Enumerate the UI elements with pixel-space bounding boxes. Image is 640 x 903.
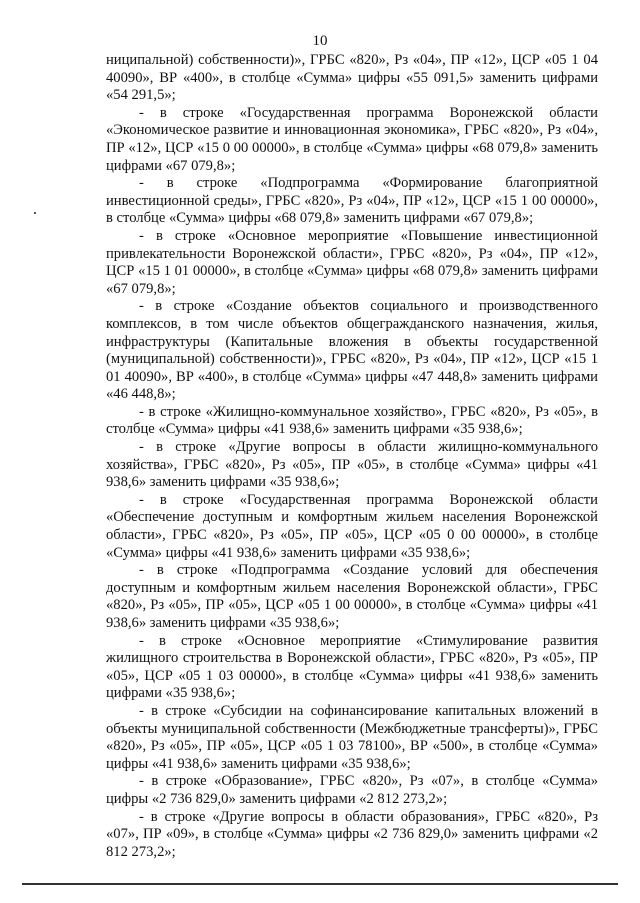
paragraph-item: - в строке «Другие вопросы в области жилищно-коммунального хозяйства», ГРБС «820», Рз «05», ПР «05», в столбце «Сумма» цифры «41 938,6» заменить цифрами «35 938,6»; xyxy=(106,439,598,491)
paragraph-item: - в строке «Образование», ГРБС «820», Рз «07», в столбце «Сумма» цифры «2 736 829,0» заменить цифрами «2 812 273,2»; xyxy=(106,773,598,807)
paragraph-item: - в строке «Жилищно-коммунальное хозяйство», ГРБС «820», Рз «05», в столбце «Сумма» цифры «41 938,6» заменить цифрами «35 938,6»; xyxy=(106,403,598,438)
page-number: 10 xyxy=(312,33,328,49)
paragraph-item: - в строке «Создание объектов социального и производственного комплексов, в том числе объектов общегражданского назначения, жилья, инфраструктуры (Капитальные вложения в объекты государственной (муниципальной) собственности)», ГРБС «820», Рз «04», ПР «12», ЦСР «15 1 01 40090», ВР «400», в столбце «Сумма» цифры «47 448,8» заменить цифрами «46 448,8»; xyxy=(106,298,598,403)
paragraph-item: - в строке «Государственная программа Воронежской области «Экономическое развитие и инновационная экономика», ГРБС «820», Рз «04», ПР «12», ЦСР «15 0 00 00000», в столбце «Сумма» цифры «68 079,8» заменить цифрами «67 079,8»; xyxy=(106,104,598,174)
paragraph-item: - в строке «Государственная программа Воронежской области «Обеспечение доступным и комфортным жильем населения Воронежской области», ГРБС «820», Рз «05», ПР «05», ЦСР «05 0 00 00000», в столбце «Сумма» цифры «41 938,6» заменить цифрами «35 938,6»; xyxy=(106,491,598,561)
paragraph-item: - в строке «Другие вопросы в области образования», ГРБС «820», Рз «07», ПР «09», в столбце «Сумма» цифры «2 736 829,0» заменить цифрами «2 812 273,2»; xyxy=(106,808,598,860)
margin-mark xyxy=(34,212,36,214)
paragraph-item: - в строке «Основное мероприятие «Повышение инвестиционной привлекательности Воронежской области», ГРБС «820», Рз «04», ПР «12», ЦСР «15 1 01 00000», в столбце «Сумма» цифры «68 079,8» заменить цифрами «67 079,8»; xyxy=(106,227,598,297)
paragraph-item: - в строке «Подпрограмма «Создание условий для обеспечения доступным и комфортным жильем населения Воронежской области», ГРБС «820», Рз «05», ПР «05», ЦСР «05 1 00 00000», в столбце «Сумма» цифры «41 938,6» заменить цифрами «35 938,6»; xyxy=(106,562,598,631)
paragraph-continuation: ниципальной) собственности)», ГРБС «820», Рз «04», ПР «12», ЦСР «05 1 04 40090», ВР «400», в столбце «Сумма» цифры «55 091,5» заменить цифрами «54 291,5»; xyxy=(106,52,598,104)
paragraph-item: - в строке «Субсидии на софинансирование капитальных вложений в объекты муниципальной собственности (Межбюджетные трансферты)», ГРБС «820», Рз «05», ПР «05», ЦСР «05 1 03 78100», ВР «500», в столбце «Сумма» цифры «41 938,6» заменить цифрами «35 938,6»; xyxy=(106,702,598,772)
document-body xyxy=(106,52,598,861)
bottom-rule xyxy=(22,883,618,885)
paragraph-item: - в строке «Подпрограмма «Формирование благоприятной инвестиционной среды», ГРБС «820», Рз «04», ПР «12», ЦСР «15 1 00 00000», в столбце «Сумма» цифры «68 079,8» заменить цифрами «67 079,8»; xyxy=(106,175,598,227)
paragraph-item: - в строке «Основное мероприятие «Стимулирование развития жилищного строительства в Воронежской области», ГРБС «820», Рз «05», ПР «05», ЦСР «05 1 03 00000», в столбце «Сумма» цифры «41 938,6» заменить цифрами «35 938,6»; xyxy=(106,632,598,702)
